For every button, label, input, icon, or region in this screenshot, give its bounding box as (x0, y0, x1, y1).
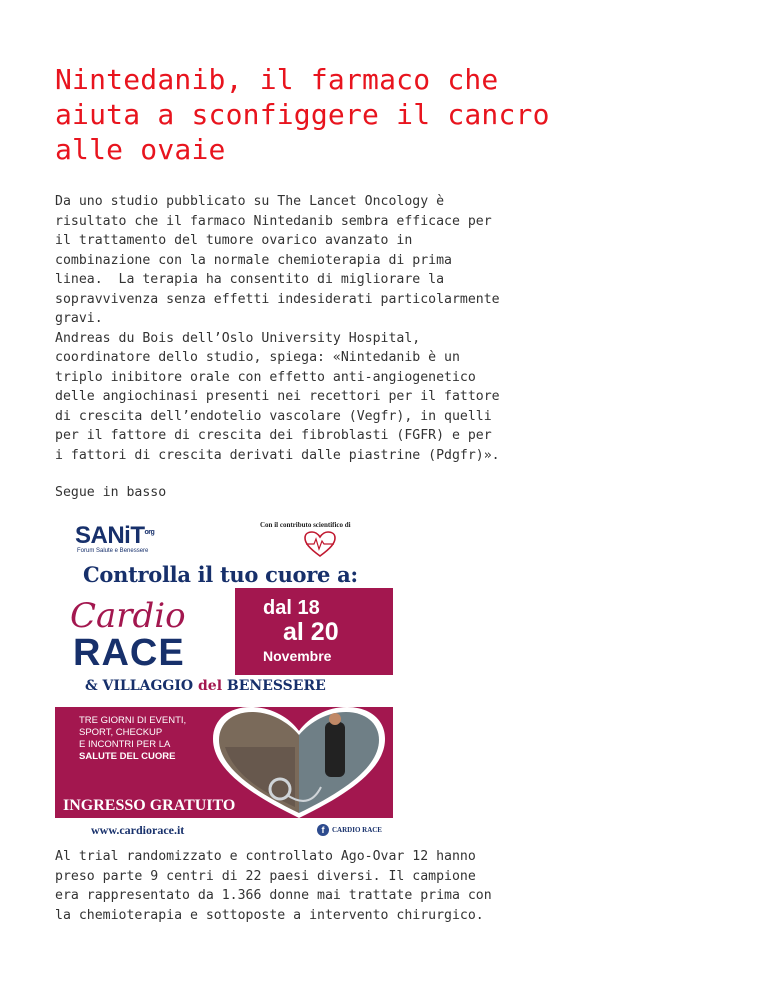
text-line: triplo inibitore orale con effetto anti-angiogenetico (55, 369, 476, 385)
text-line: combinazione con la normale chemioterapia di prima (55, 252, 452, 268)
continue-note: Segue in basso (55, 485, 167, 500)
villaggio-suffix: BENESSERE (222, 678, 326, 694)
article-paragraph-intro (55, 192, 525, 465)
text-line: i fattori di crescita derivati dalle piastrine (Pdgfr)». (55, 447, 500, 463)
sanit-logo (75, 522, 154, 550)
text-line: linea. La terapia ha consentito di migliorare la (55, 272, 445, 287)
text-line: risultato che il farmaco Nintedanib sembra efficace per (55, 213, 492, 229)
ad-url-link[interactable]: www.cardiorace.it (91, 823, 185, 837)
article-paragraph-trial (55, 847, 525, 925)
text-line: la chemioterapia e sottoposte a intervento chirurgico. (55, 907, 484, 923)
promo-line: E INCONTRI PER LA (79, 739, 171, 750)
text-line: il trattamento del tumore ovarico avanzato in (55, 233, 413, 248)
text-line: era rappresentato da 1.366 donne mai trattate prima con (55, 888, 492, 903)
promo-band (55, 707, 393, 818)
promo-strong: SALUTE DEL CUORE (79, 751, 176, 762)
date-to: al 20 (283, 618, 339, 646)
sanit-subtitle: Forum Salute e Benessere (77, 548, 149, 554)
ingresso-label: INGRESSO GRATUITO (63, 797, 236, 814)
text-line: delle angiochinasi presenti nei recettori per il fattore (55, 389, 500, 404)
ad-headline: Controlla il tuo cuore a: (83, 562, 358, 587)
heart-logo-icon (303, 530, 337, 558)
text-line: sopravvivenza senza effetti indesiderati particolarmente (55, 291, 500, 307)
promo-line: SPORT, CHECKUP (79, 727, 163, 738)
facebook-icon[interactable]: f (317, 824, 329, 836)
promo-text (79, 715, 219, 763)
contributor-label: Con il contributo scientifico di (260, 521, 351, 529)
article-title: Nintedanib, il farmaco che aiuta a sconfiggere il cancro alle ovaie (55, 63, 550, 166)
sanit-logo-sup: org (144, 529, 155, 536)
text-line: Da uno studio pubblicato su The Lancet Oncology è (55, 194, 445, 209)
date-from: dal 18 (263, 597, 320, 619)
sanit-logo-text: SANiT (75, 522, 145, 549)
date-month: Novembre (263, 648, 332, 664)
date-box (235, 588, 393, 675)
text-line: coordinatore dello studio, spiega: «Nintedanib è un (55, 350, 460, 365)
villaggio-del: del (198, 678, 223, 694)
promo-line: TRE GIORNI DI EVENTI, (79, 715, 187, 726)
text-line: di crescita dell’endotelio vascolare (Vegfr), in quelli (55, 408, 492, 424)
text-line: per il fattore di crescita dei fibroblasti (FGFR) e per (55, 428, 492, 443)
cardio-word: Cardio (70, 596, 186, 636)
race-word: RACE (73, 632, 185, 674)
villaggio-label (85, 678, 326, 694)
text-line: gravi. (55, 311, 103, 326)
cardio-race-ad-banner[interactable] (55, 512, 393, 845)
facebook-label: CARDIO RACE (332, 826, 382, 834)
villaggio-prefix: & VILLAGGIO (85, 678, 199, 694)
text-line: Andreas du Bois dell’Oslo University Hospital, (55, 330, 421, 346)
text-line: Al trial randomizzato e controllato Ago-Ovar 12 hanno (55, 849, 476, 864)
text-line: preso parte 9 centri di 22 paesi diversi. Il campione (55, 868, 476, 884)
